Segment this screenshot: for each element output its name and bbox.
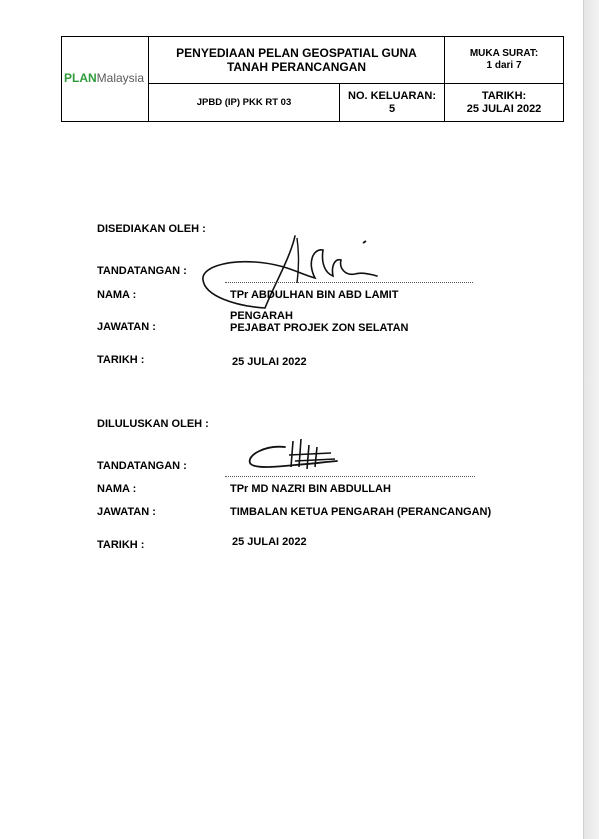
- prepared-date-label: TARIKH :: [97, 354, 145, 366]
- prepared-position-line1: PENGARAH: [230, 310, 293, 322]
- document-title-line2: TANAH PERANCANGAN: [226, 60, 367, 74]
- prepared-position-line2: PEJABAT PROJEK ZON SELATAN: [230, 322, 409, 334]
- approved-position-value: TIMBALAN KETUA PENGARAH (PERANCANGAN): [230, 506, 492, 518]
- prepared-by-label: DISEDIAKAN OLEH :: [97, 223, 206, 235]
- approved-signature-label: TANDATANGAN :: [97, 460, 187, 472]
- document-header-table: [61, 36, 564, 122]
- header-date-cell: [445, 84, 564, 122]
- prepared-position-label: JAWATAN :: [97, 321, 156, 333]
- document-code: [149, 84, 340, 122]
- page-number-value: 1 dari 7: [486, 60, 522, 71]
- approved-signature-image: [245, 437, 345, 477]
- document-title-line1: PENYEDIAAN PELAN GEOSPATIAL GUNA: [176, 46, 417, 60]
- header-date-label: TARIKH:: [481, 89, 527, 102]
- logo-text-plan: PLAN: [64, 71, 97, 85]
- issue-number-value: 5: [388, 102, 396, 115]
- document-title: [149, 37, 445, 84]
- prepared-signature-label: TANDATANGAN :: [97, 265, 187, 277]
- page-edge-shadow: [583, 0, 599, 839]
- plan-malaysia-logo: [62, 37, 149, 122]
- approved-position-label: JAWATAN :: [97, 506, 156, 518]
- prepared-signature-image: [195, 228, 385, 318]
- approved-date-label: TARIKH :: [97, 539, 145, 551]
- issue-number-label: NO. KELUARAN:: [348, 89, 436, 102]
- page-number-cell: [445, 37, 564, 84]
- page-number-label: MUKA SURAT:: [469, 48, 539, 59]
- approved-date-value: 25 JULAI 2022: [232, 536, 307, 548]
- issue-number-cell: [340, 84, 445, 122]
- document-code-text: JPBD (IP) PKK RT 03: [196, 97, 292, 108]
- logo-text-malaysia: Malaysia: [96, 71, 145, 85]
- prepared-name-label: NAMA :: [97, 289, 137, 301]
- prepared-name-value: TPr ABDULHAN BIN ABD LAMIT: [230, 289, 399, 301]
- approved-name-label: NAMA :: [97, 483, 137, 495]
- prepared-date-value: 25 JULAI 2022: [232, 356, 307, 368]
- header-date-value: 25 JULAI 2022: [466, 102, 542, 115]
- approved-name-value: TPr MD NAZRI BIN ABDULLAH: [230, 483, 391, 495]
- approved-by-label: DILULUSKAN OLEH :: [97, 418, 209, 430]
